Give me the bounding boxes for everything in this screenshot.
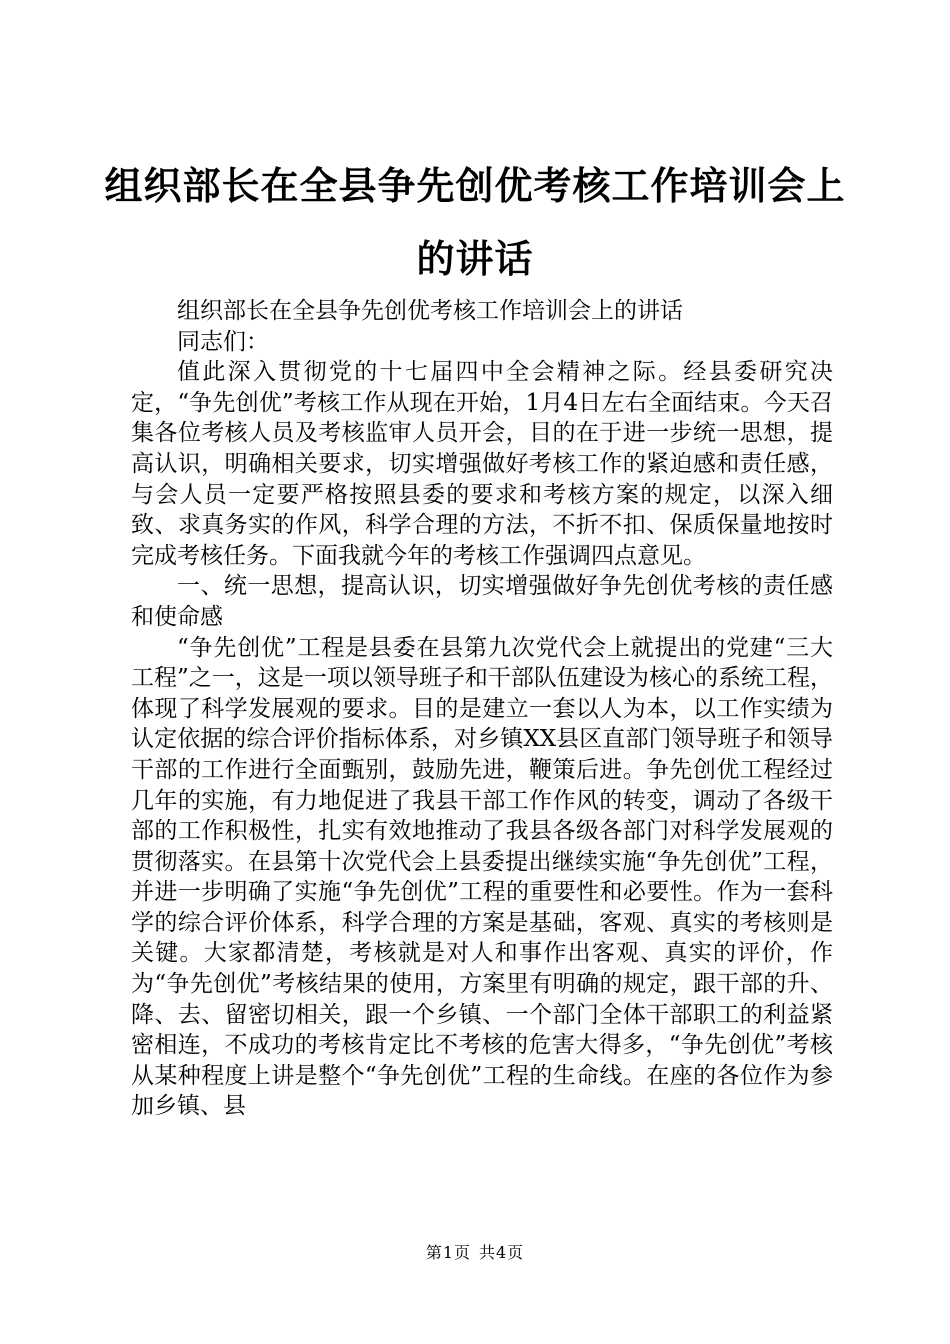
- subtitle-line: 组织部长在全县争先创优考核工作培训会上的讲话: [177, 298, 683, 324]
- document-title: 组织部长在全县争先创优考核工作培训会上的讲话: [104, 164, 846, 281]
- salutation: 同志们：: [177, 328, 269, 355]
- document-body: [131, 296, 833, 1122]
- section-heading: 一、统一思想，提高认识，切实增强做好争先创优考核的责任感和使命感: [131, 573, 833, 630]
- page-number: 第1页: [425, 1243, 471, 1262]
- page-footer: [0, 1242, 950, 1264]
- body-paragraph: 值此深入贯彻党的十七届四中全会精神之际。经县委研究决定，“争先创优”考核工作从现在开始，1月4日左右全面结束。今天召集各位考核人员及考核监审人员开会，目的在于进一步统一思想，提高认识，明确相关要求，切实增强做好考核工作的紧迫感和责任感，与会人员一定要严格按照县委的要求和考核方案的规定，以深入细致、求真务实的作风，科学合理的方法，不折不扣、保质保量地按时完成考核任务。下面我就今年的考核工作强调四点意见。: [131, 359, 833, 569]
- page-total: 共4页: [479, 1243, 525, 1262]
- body-paragraph: “争先创优”工程是县委在县第九次党代会上就提出的党建“三大工程”之一，这是一项以领导班子和干部队伍建设为核心的系统工程，体现了科学发展观的要求。目的是建立一套以人为本，以工作实绩为认定依据的综合评价指标体系，对乡镇XX县区直部门领导班子和领导干部的工作进行全面甄别，鼓励先进，鞭策后进。争先创优工程经过几年的实施，有力地促进了我县干部工作作风的转变，调动了各级干部的工作积极性，扎实有效地推动了我县各级各部门对科学发展观的贯彻落实。在县第十次党代会上县委提出继续实施“争先创优”工程，并进一步明确了实施“争先创优”工程的重要性和必要性。作为一套科学的综合评价体系，科学合理的方案是基础，客观、真实的考核则是关键。大家都清楚，考核就是对人和事作出客观、真实的评价，作为“争先创优”考核结果的使用，方案里有明确的规定，跟干部的升、降、去、留密切相关，跟一个乡镇、一个部门全体干部职工的利益紧密相连，不成功的考核肯定比不考核的危害大得多，“争先创优”考核从某种程度上讲是整个“争先创优”工程的生命线。在座的各位作为参加乡镇、县: [131, 634, 833, 1120]
